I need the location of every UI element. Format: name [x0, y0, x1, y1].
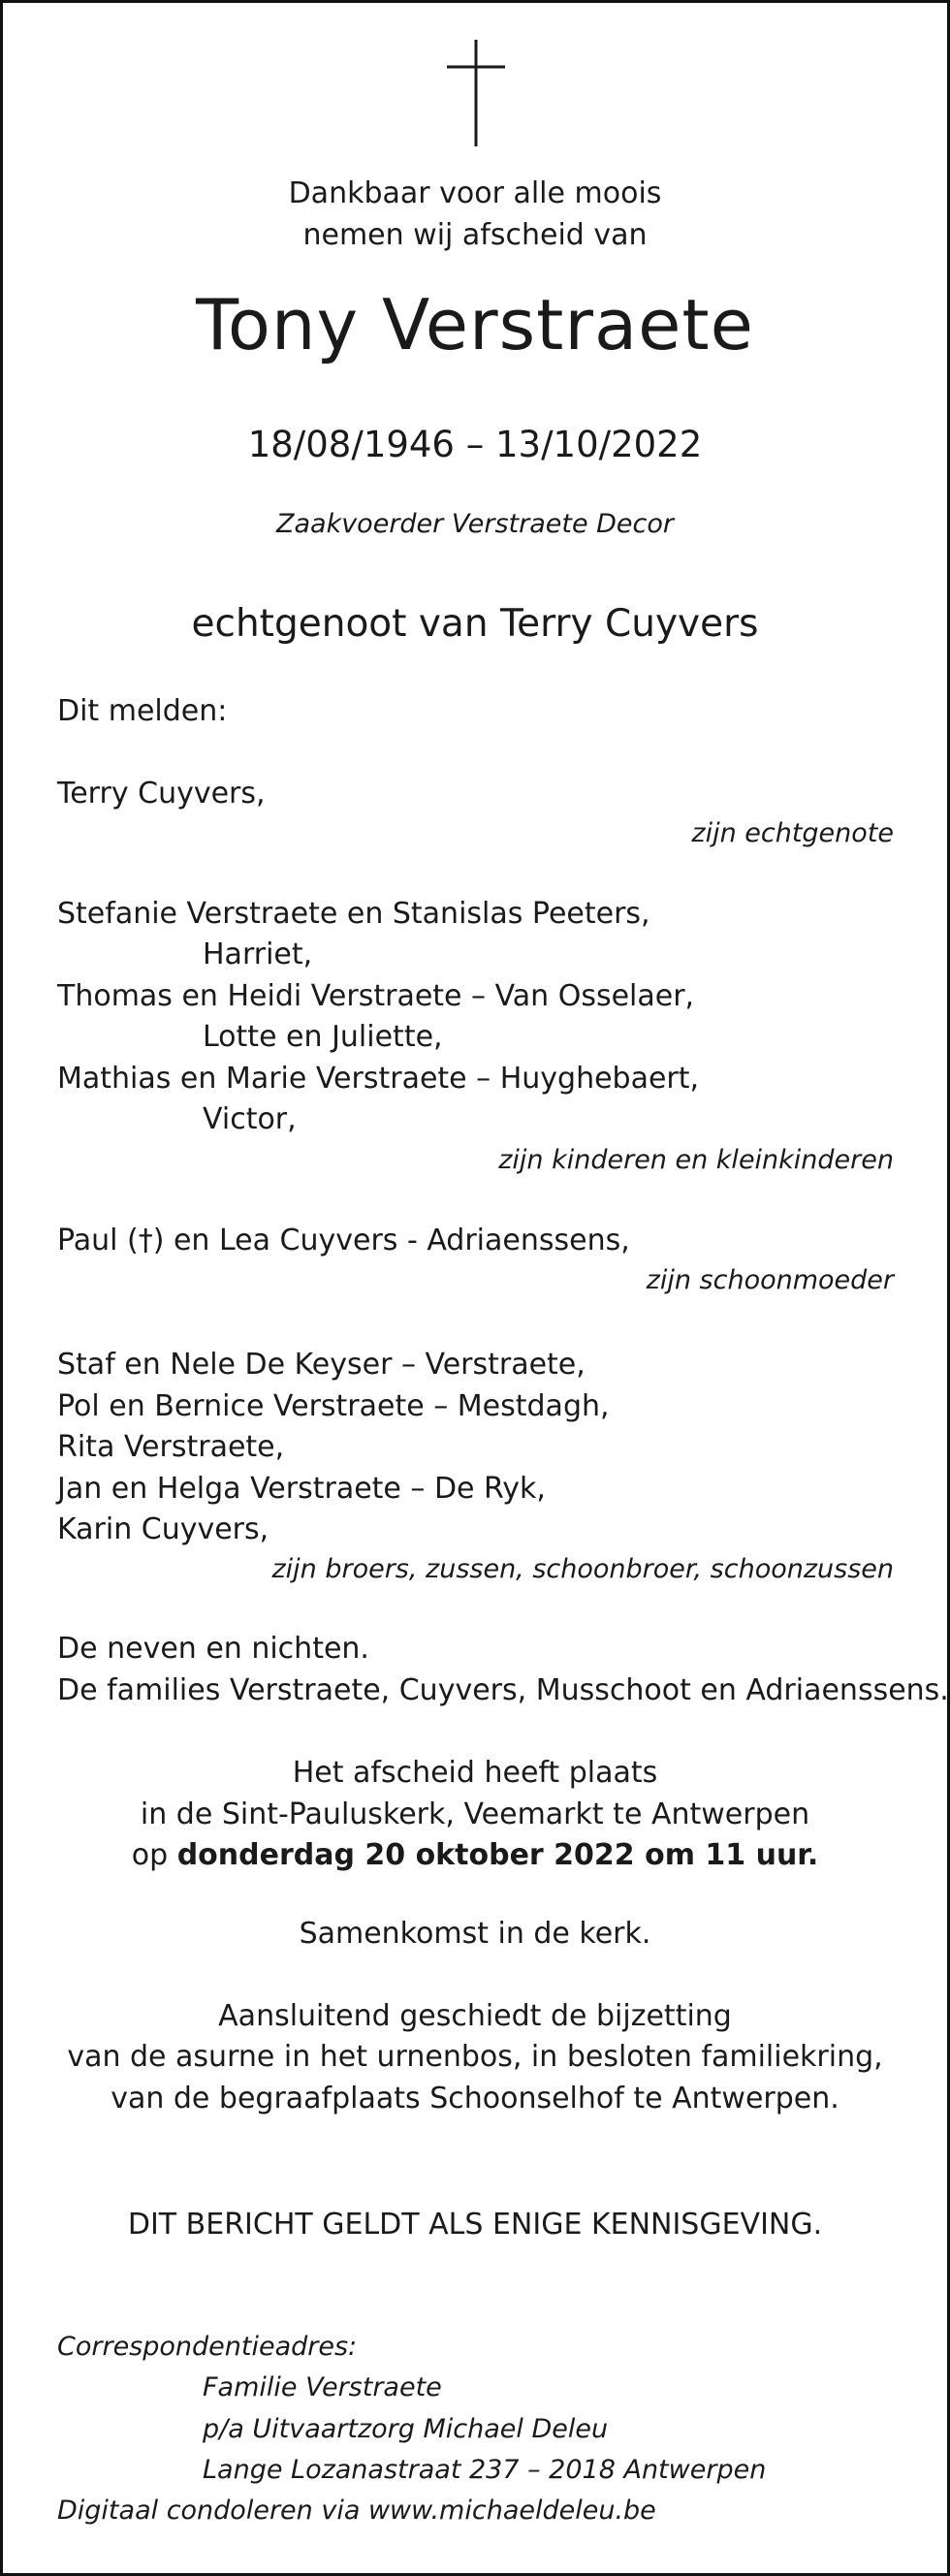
intro-line-1: Dankbaar voor alle moois: [288, 176, 662, 210]
intro-line-2: nemen wij afscheid van: [302, 218, 648, 252]
announcers-intro: Dit melden:: [57, 694, 228, 728]
ceremony-line-3: [3, 1838, 947, 1872]
ceremony-datetime: donderdag 20 oktober 2022 om 11 uur.: [176, 1838, 819, 1872]
sibling-line: Staf en Nele De Keyser – Verstraete,: [57, 1348, 586, 1382]
cousins-line: De neven en nichten.: [57, 1632, 369, 1666]
ceremony-line-1: Het afscheid heeft plaats: [292, 1756, 658, 1790]
grandchild-line: Victor,: [203, 1102, 297, 1136]
sibling-line: Karin Cuyvers,: [57, 1512, 269, 1546]
deceased-name: Tony Verstraete: [196, 284, 754, 366]
children-line: Mathias en Marie Verstraete – Huyghebaert,: [57, 1062, 700, 1096]
burial-line-3: van de begraafplaats Schoonselhof te Antwerpen.: [111, 2082, 839, 2115]
correspondence-address: Lange Lozanastraat 237 – 2018 Antwerpen: [203, 2455, 767, 2485]
spouse-line: echtgenoot van Terry Cuyvers: [191, 602, 759, 646]
in-laws-relation: zijn schoonmoeder: [646, 1265, 894, 1295]
notice: DIT BERICHT GELDT ALS ENIGE KENNISGEVING.: [127, 2208, 823, 2242]
children-line: Stefanie Verstraete en Stanislas Peeters,: [57, 897, 650, 931]
spouse-relation: zijn echtgenote: [691, 818, 894, 848]
children-relation: zijn kinderen en kleinkinderen: [498, 1145, 894, 1175]
correspondence-address: Familie Verstraete: [203, 2372, 442, 2402]
siblings-relation: zijn broers, zussen, schoonbroer, schoonzussen: [271, 1554, 894, 1584]
spouse-name: Terry Cuyvers,: [57, 777, 266, 811]
cross-icon: [3, 3, 947, 158]
gathering-line: Samenkomst in de kerk.: [299, 1917, 651, 1951]
sibling-line: Pol en Bernice Verstraete – Mestdagh,: [57, 1389, 610, 1423]
occupation: Zaakvoerder Verstraete Decor: [275, 509, 675, 539]
online-condolence: Digitaal condoleren via www.michaeldeleu.be: [57, 2496, 656, 2526]
burial-line-2: van de asurne in het urnenbos, in besloten familiekring,: [67, 2040, 883, 2074]
sibling-line: Rita Verstraete,: [57, 1430, 285, 1464]
families-line: De families Verstraete, Cuyvers, Musschoot en Adriaenssens.: [57, 1673, 949, 1707]
correspondence-label: Correspondentieadres:: [57, 2332, 358, 2362]
ceremony-prefix: op: [131, 1838, 177, 1872]
life-dates: 18/08/1946 – 13/10/2022: [247, 424, 703, 465]
in-laws-line: Paul (†) en Lea Cuyvers - Adriaenssens,: [57, 1224, 630, 1257]
grandchild-line: Harriet,: [203, 938, 313, 971]
children-line: Thomas en Heidi Verstraete – Van Osselaer,: [57, 979, 695, 1013]
correspondence-address: p/a Uitvaartzorg Michael Deleu: [203, 2414, 609, 2444]
grandchild-line: Lotte en Juliette,: [203, 1020, 443, 1054]
burial-line-1: Aansluitend geschiedt de bijzetting: [218, 1999, 732, 2033]
ceremony-line-2: in de Sint-Pauluskerk, Veemarkt te Antwerpen: [140, 1797, 810, 1831]
sibling-line: Jan en Helga Verstraete – De Ryk,: [57, 1472, 546, 1506]
